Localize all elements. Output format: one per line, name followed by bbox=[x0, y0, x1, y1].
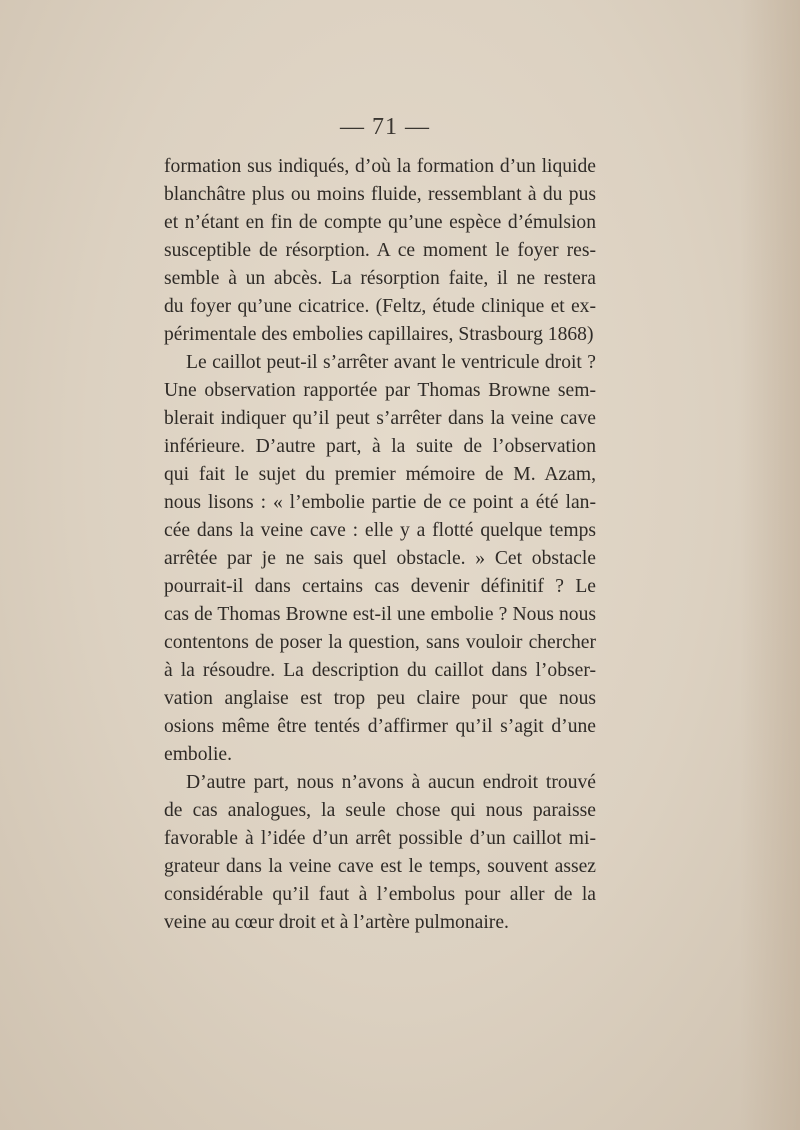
text-line: osions même être tentés d’affirmer qu’il s’agit d’une bbox=[164, 716, 596, 737]
paragraph-end-line: embolie. bbox=[164, 744, 233, 765]
text-line: vation anglaise est trop peu claire pour que nous bbox=[164, 688, 596, 709]
paragraph-start-line: Le caillot peut-il s’arrêter avant le ventricule droit ? bbox=[186, 352, 596, 373]
text-line: cée dans la veine cave : elle y a flotté quelque temps bbox=[164, 520, 596, 541]
paragraph-end-line: veine au cœur droit et à l’artère pulmonaire. bbox=[164, 912, 509, 933]
text-line: considérable qu’il faut à l’embolus pour aller de la bbox=[164, 884, 596, 905]
text-line: et n’étant en fin de compte qu’une espèce d’émulsion bbox=[164, 212, 596, 233]
text-line: susceptible de résorption. A ce moment le foyer res- bbox=[164, 240, 596, 261]
text-line: du foyer qu’une cicatrice. (Feltz, étude clinique et ex- bbox=[164, 296, 596, 317]
text-line: pourrait-il dans certains cas devenir définitif ? Le bbox=[164, 576, 596, 597]
text-line: blanchâtre plus ou moins fluide, ressemblant à du pus bbox=[164, 184, 596, 205]
text-line: favorable à l’idée d’un arrêt possible d’un caillot mi- bbox=[164, 828, 596, 849]
body-text bbox=[164, 153, 596, 937]
text-line: qui fait le sujet du premier mémoire de M. Azam, bbox=[164, 464, 596, 485]
page-edge-shadow bbox=[740, 0, 800, 1130]
text-line: arrêtée par je ne sais quel obstacle. » Cet obstacle bbox=[164, 548, 596, 569]
text-line: périmentale des embolies capillaires, Strasbourg 1868) bbox=[164, 324, 594, 345]
text-line: contentons de poser la question, sans vouloir chercher bbox=[164, 632, 596, 653]
text-line: formation sus indiqués, d’où la formation d’un liquide bbox=[164, 156, 596, 177]
text-line: à la résoudre. La description du caillot dans l’obser- bbox=[164, 660, 596, 681]
text-line: cas de Thomas Browne est-il une embolie ? Nous nous bbox=[164, 604, 596, 625]
paragraph-start-line: D’autre part, nous n’avons à aucun endroit trouvé bbox=[186, 772, 596, 793]
text-line: de cas analogues, la seule chose qui nous paraisse bbox=[164, 800, 596, 821]
text-line: Une observation rapportée par Thomas Browne sem- bbox=[164, 380, 596, 401]
text-line: grateur dans la veine cave est le temps, souvent assez bbox=[164, 856, 596, 877]
text-line: semble à un abcès. La résorption faite, il ne restera bbox=[164, 268, 596, 289]
text-line: inférieure. D’autre part, à la suite de l’observation bbox=[164, 436, 596, 457]
page-number: — 71 — bbox=[340, 114, 430, 140]
text-line: nous lisons : « l’embolie partie de ce point a été lan- bbox=[164, 492, 596, 513]
text-line: blerait indiquer qu’il peut s’arrêter dans la veine cave bbox=[164, 408, 596, 429]
